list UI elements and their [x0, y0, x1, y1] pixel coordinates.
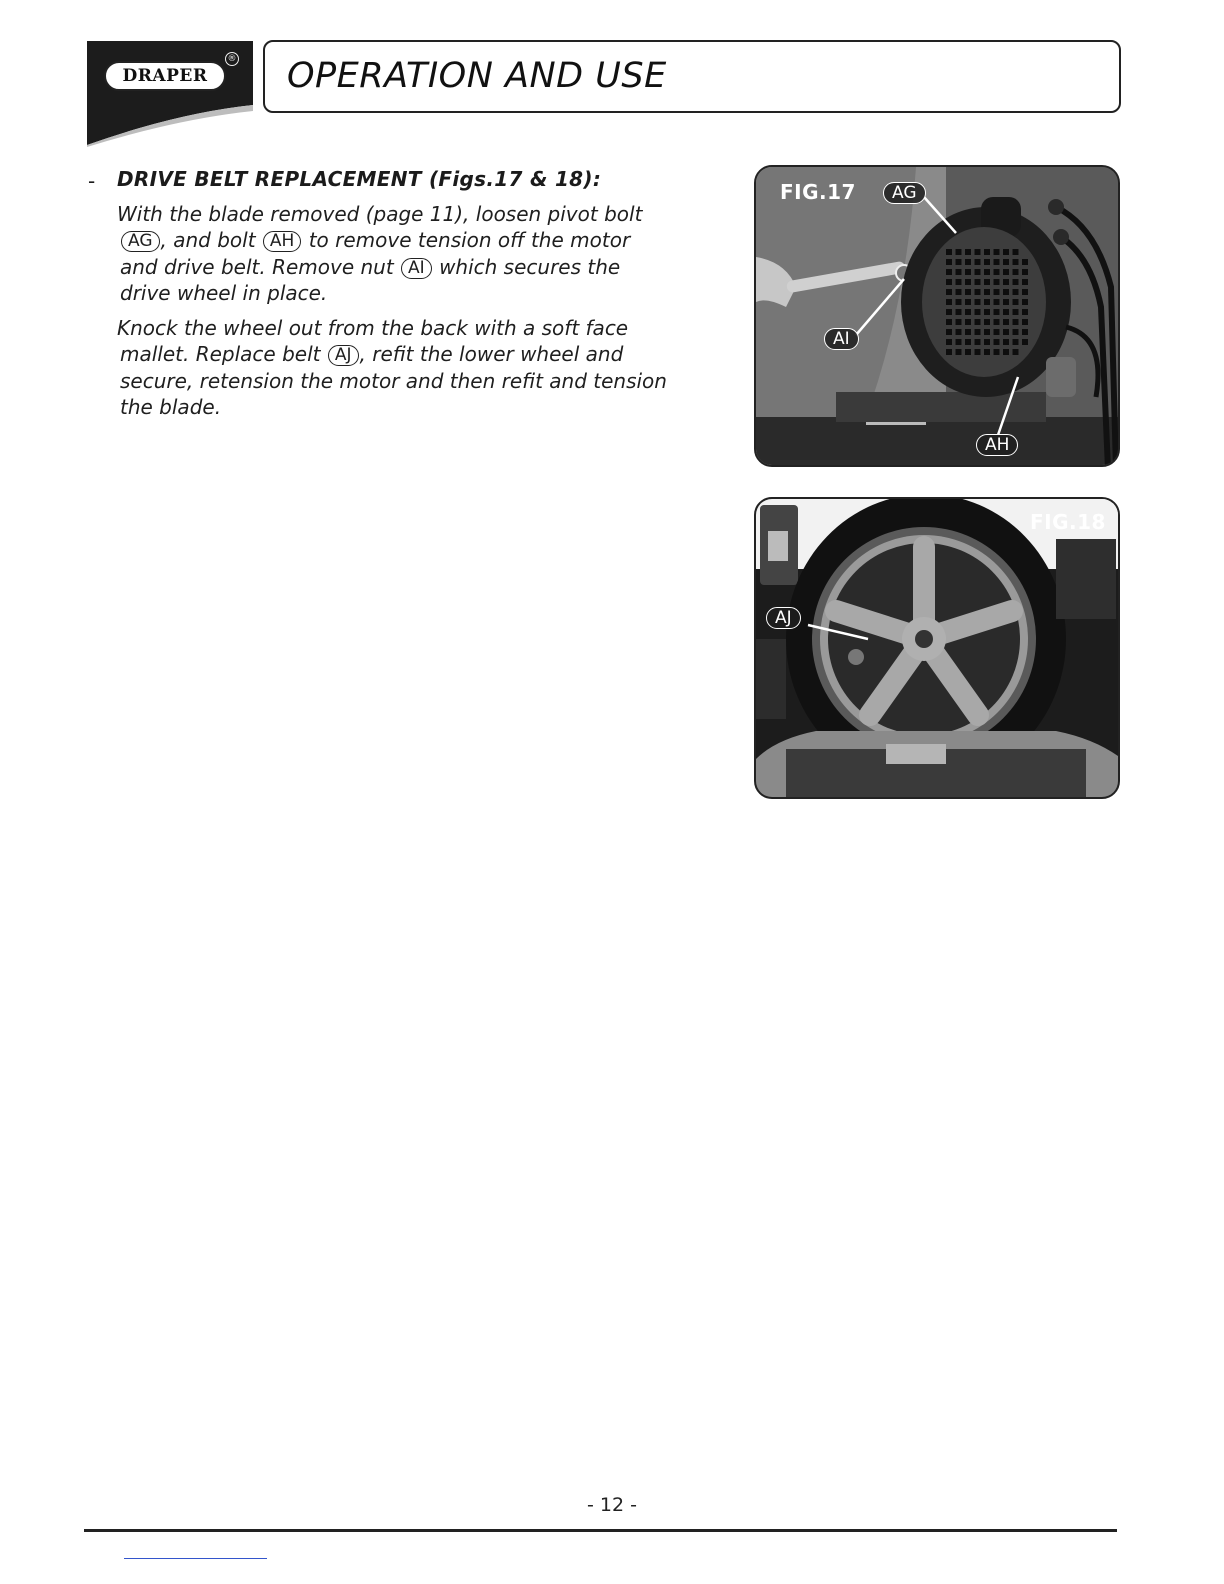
- text-segment: secure, retension the motor and then refit and tension: [120, 368, 667, 393]
- vent-hole: [994, 279, 1000, 285]
- vent-hole: [994, 339, 1000, 345]
- vent-hole: [1003, 309, 1009, 315]
- vent-hole: [946, 339, 952, 345]
- vent-hole: [975, 289, 981, 295]
- vent-hole: [1003, 279, 1009, 285]
- logo-wordmark: DRAPER: [104, 61, 226, 91]
- callout-ai: AI: [824, 328, 859, 350]
- vent-hole: [975, 329, 981, 335]
- vent-hole: [975, 249, 981, 255]
- vent-hole: [965, 329, 971, 335]
- vent-hole: [946, 349, 952, 355]
- text-line: [117, 227, 717, 253]
- vent-hole: [965, 299, 971, 305]
- part-ref-ah: AH: [263, 231, 301, 252]
- vent-hole: [1003, 289, 1009, 295]
- vent-hole: [1003, 349, 1009, 355]
- vent-hole: [946, 309, 952, 315]
- text-line: [117, 201, 717, 227]
- vent-hole: [946, 299, 952, 305]
- text-segment: , refit the lower wheel and: [359, 342, 624, 367]
- text-segment: With the blade removed (page 11), loosen pivot bolt: [117, 202, 643, 226]
- vent-hole: [946, 319, 952, 325]
- vent-hole: [956, 289, 962, 295]
- callout-ag: AG: [883, 182, 926, 204]
- vent-hole: [975, 269, 981, 275]
- vent-hole: [956, 339, 962, 345]
- vent-hole: [946, 269, 952, 275]
- part-ref-ai: AI: [401, 258, 432, 279]
- vent-hole: [975, 279, 981, 285]
- part-ref-ag: AG: [121, 231, 160, 252]
- vent-hole: [1003, 329, 1009, 335]
- text-segment: , and bolt: [160, 228, 256, 253]
- vent-hole: [956, 349, 962, 355]
- vent-hole: [965, 349, 971, 355]
- text-line: [117, 394, 717, 420]
- vent-hole: [984, 319, 990, 325]
- vent-hole: [965, 249, 971, 255]
- vent-hole: [984, 249, 990, 255]
- wheel-illustration: [756, 499, 1120, 799]
- vent-hole: [994, 319, 1000, 325]
- section-heading: DRIVE BELT REPLACEMENT (Figs.17 & 18):: [117, 167, 602, 191]
- vent-hole: [965, 339, 971, 345]
- vent-hole: [1013, 249, 1019, 255]
- page-title: OPERATION AND USE: [287, 56, 667, 96]
- vent-hole: [1022, 269, 1028, 275]
- vent-hole: [956, 319, 962, 325]
- vent-hole: [1022, 319, 1028, 325]
- vent-hole: [1003, 259, 1009, 265]
- vent-hole: [1013, 259, 1019, 265]
- vent-hole: [1013, 289, 1019, 295]
- callout-ah: AH: [976, 434, 1018, 456]
- vent-hole: [994, 289, 1000, 295]
- callout-aj: AJ: [766, 607, 801, 629]
- vent-hole: [965, 259, 971, 265]
- vent-hole: [994, 309, 1000, 315]
- vent-hole: [946, 329, 952, 335]
- text-segment: Knock the wheel out from the back with a soft face: [117, 316, 629, 340]
- vent-hole: [1013, 279, 1019, 285]
- vent-hole: [956, 309, 962, 315]
- vent-hole: [965, 309, 971, 315]
- vent-hole: [984, 339, 990, 345]
- vent-hole: [975, 319, 981, 325]
- vent-hole: [1003, 269, 1009, 275]
- instruction-paragraph-2: [117, 315, 717, 420]
- vent-hole: [1003, 249, 1009, 255]
- page-number: - 12 -: [587, 1494, 637, 1516]
- vent-hole: [1022, 329, 1028, 335]
- figure-17-label: FIG.17: [780, 180, 856, 204]
- vent-hole: [984, 309, 990, 315]
- motor-vent-grid: [756, 167, 1120, 467]
- vent-hole: [994, 349, 1000, 355]
- vent-hole: [1022, 309, 1028, 315]
- vent-hole: [946, 289, 952, 295]
- instruction-paragraph-1: [117, 201, 717, 306]
- vent-hole: [965, 289, 971, 295]
- text-line: [117, 280, 717, 306]
- vent-hole: [984, 289, 990, 295]
- vent-hole: [946, 259, 952, 265]
- text-segment: the blade.: [120, 394, 222, 419]
- text-line: [117, 368, 717, 394]
- footer-underline: [124, 1558, 267, 1559]
- text-segment: mallet. Replace belt: [120, 342, 321, 367]
- text-segment: and drive belt. Remove nut: [120, 254, 394, 279]
- vent-hole: [994, 329, 1000, 335]
- page-title-box: [263, 40, 1121, 113]
- vent-hole: [984, 269, 990, 275]
- vent-hole: [975, 309, 981, 315]
- vent-hole: [1013, 269, 1019, 275]
- vent-hole: [994, 259, 1000, 265]
- part-ref-aj: AJ: [328, 345, 359, 366]
- vent-hole: [975, 259, 981, 265]
- vent-hole: [984, 299, 990, 305]
- vent-hole: [975, 349, 981, 355]
- vent-hole: [965, 279, 971, 285]
- registered-mark: ®: [225, 52, 239, 66]
- footer-divider: [84, 1529, 1117, 1532]
- vent-hole: [956, 279, 962, 285]
- vent-hole: [1003, 319, 1009, 325]
- vent-hole: [984, 329, 990, 335]
- vent-hole: [1022, 339, 1028, 345]
- brand-logo: [87, 41, 253, 147]
- vent-hole: [984, 279, 990, 285]
- vent-hole: [975, 299, 981, 305]
- text-line: [117, 341, 717, 367]
- vent-hole: [1003, 299, 1009, 305]
- vent-hole: [1022, 289, 1028, 295]
- vent-hole: [965, 269, 971, 275]
- text-line: [117, 254, 717, 280]
- vent-hole: [1013, 309, 1019, 315]
- text-segment: which secures the: [439, 254, 621, 279]
- vent-hole: [994, 299, 1000, 305]
- vent-hole: [956, 299, 962, 305]
- text-segment: to remove tension off the motor: [308, 228, 631, 253]
- vent-hole: [956, 269, 962, 275]
- text-segment: drive wheel in place.: [120, 280, 328, 305]
- vent-hole: [956, 329, 962, 335]
- vent-hole: [1013, 339, 1019, 345]
- vent-hole: [1022, 259, 1028, 265]
- vent-hole: [994, 269, 1000, 275]
- vent-hole: [984, 259, 990, 265]
- vent-hole: [1013, 349, 1019, 355]
- vent-hole: [956, 249, 962, 255]
- vent-hole: [946, 249, 952, 255]
- vent-hole: [956, 259, 962, 265]
- vent-hole: [994, 249, 1000, 255]
- vent-hole: [975, 339, 981, 345]
- text-line: [117, 315, 717, 341]
- vent-hole: [1013, 319, 1019, 325]
- figure-17-photo: [754, 165, 1120, 467]
- figure-18-label: FIG.18: [1030, 510, 1106, 534]
- vent-hole: [946, 279, 952, 285]
- vent-hole: [1022, 279, 1028, 285]
- vent-hole: [1022, 299, 1028, 305]
- list-dash: -: [88, 169, 96, 193]
- vent-hole: [1003, 339, 1009, 345]
- vent-hole: [984, 349, 990, 355]
- vent-hole: [1013, 329, 1019, 335]
- figure-18-photo: [754, 497, 1120, 799]
- vent-hole: [965, 319, 971, 325]
- vent-hole: [1013, 299, 1019, 305]
